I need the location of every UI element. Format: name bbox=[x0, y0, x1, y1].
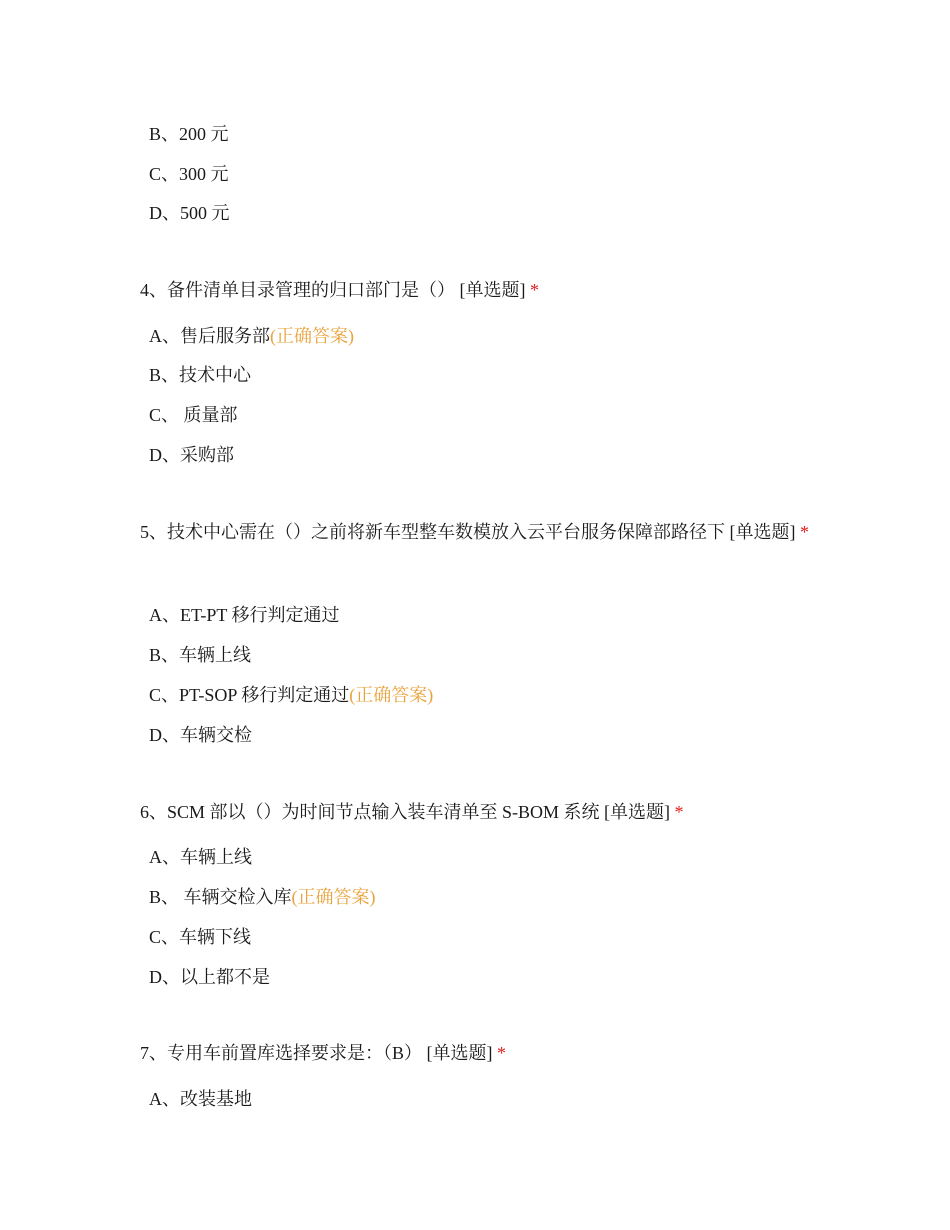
question-6-title bbox=[140, 793, 810, 831]
correct-answer-tag: (正确答案) bbox=[291, 887, 376, 907]
option-item bbox=[149, 643, 251, 667]
question-7-title bbox=[140, 1034, 810, 1072]
option-item bbox=[149, 122, 229, 146]
option-text: C、 质量部 bbox=[149, 405, 238, 425]
option-text: D、车辆交检 bbox=[149, 725, 252, 745]
correct-answer-tag: (正确答案) bbox=[349, 685, 434, 705]
option-item bbox=[149, 603, 340, 627]
option-text: B、车辆上线 bbox=[149, 645, 252, 665]
required-mark: * bbox=[530, 280, 539, 300]
question-text: 4、备件清单目录管理的归口部门是（） [单选题] bbox=[140, 280, 526, 300]
option-text: D、以上都不是 bbox=[149, 967, 270, 987]
option-item bbox=[149, 363, 251, 387]
question-text: 5、技术中心需在（）之前将新车型整车数模放入云平台服务保障部路径下 [单选题] bbox=[140, 522, 796, 542]
question-4-title bbox=[140, 271, 810, 309]
option-text: A、车辆上线 bbox=[149, 847, 252, 867]
option-text: C、300 元 bbox=[149, 164, 229, 184]
option-item bbox=[149, 965, 270, 989]
option-item bbox=[149, 1087, 252, 1111]
option-item bbox=[149, 443, 234, 467]
option-text: C、车辆下线 bbox=[149, 927, 252, 947]
question-5-title bbox=[140, 513, 810, 551]
correct-answer-tag: (正确答案) bbox=[270, 326, 354, 346]
option-text: D、500 元 bbox=[149, 203, 230, 223]
option-item bbox=[149, 925, 251, 949]
option-text: B、技术中心 bbox=[149, 365, 252, 385]
option-item bbox=[149, 723, 252, 747]
option-item bbox=[149, 324, 354, 348]
option-text: A、改装基地 bbox=[149, 1089, 252, 1109]
question-text: 7、专用车前置库选择要求是：（B） [单选题] bbox=[140, 1043, 493, 1063]
required-mark: * bbox=[674, 802, 684, 822]
option-text: A、售后服务部 bbox=[149, 326, 270, 346]
option-item bbox=[149, 885, 376, 909]
option-text: D、采购部 bbox=[149, 445, 234, 465]
required-mark: * bbox=[497, 1043, 506, 1063]
option-item bbox=[149, 403, 238, 427]
option-item bbox=[149, 683, 433, 707]
question-text: 6、SCM 部以（）为时间节点输入装车清单至 S-BOM 系统 [单选题] bbox=[140, 802, 671, 822]
option-text: A、ET-PT 移行判定通过 bbox=[149, 605, 340, 625]
option-text: B、 车辆交检入库 bbox=[149, 887, 292, 907]
option-item bbox=[149, 201, 230, 225]
option-text: B、200 元 bbox=[149, 124, 229, 144]
option-item bbox=[149, 845, 252, 869]
option-item bbox=[149, 162, 229, 186]
option-text: C、PT-SOP 移行判定通过 bbox=[149, 685, 350, 705]
required-mark: * bbox=[800, 522, 809, 542]
